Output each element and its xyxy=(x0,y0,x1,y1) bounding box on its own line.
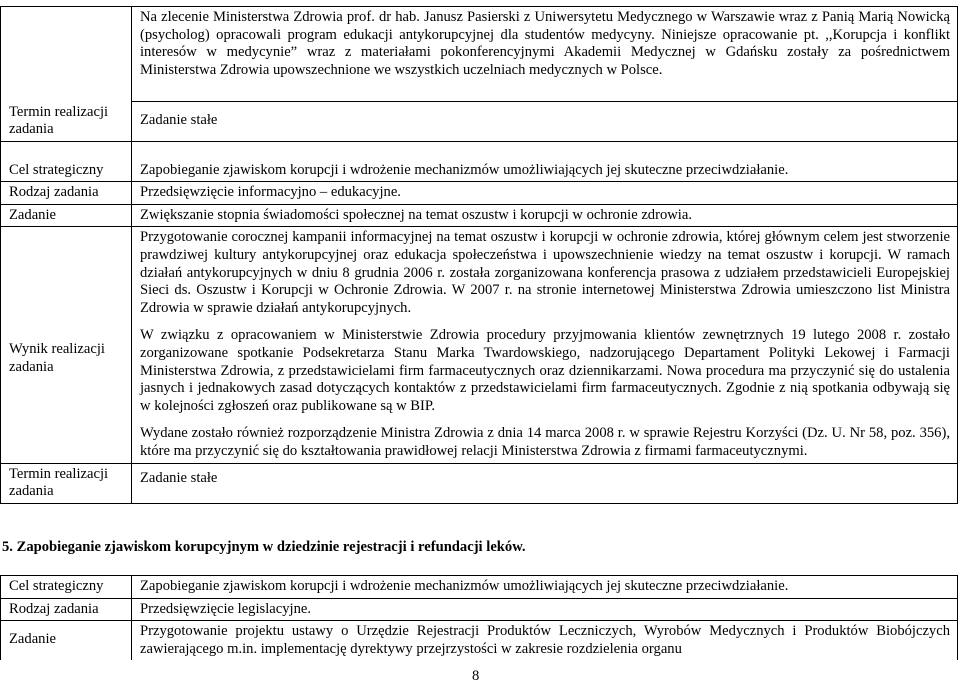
zadanie-label: Zadanie xyxy=(1,621,132,661)
table-row xyxy=(1,141,958,182)
table-row xyxy=(1,576,958,599)
termin2-label: Termin realizacji zadania xyxy=(1,463,132,503)
table-row xyxy=(1,102,958,142)
cel-label: Cel strategiczny xyxy=(1,141,132,182)
table-row xyxy=(1,227,958,463)
termin-label: Termin realizacji zadania xyxy=(1,102,132,142)
rodzaj-value: Przedsięwzięcie legislacyjne. xyxy=(132,598,958,621)
page-number: 8 xyxy=(472,668,480,684)
cel-label: Cel strategiczny xyxy=(1,576,132,599)
rodzaj-label: Rodzaj zadania xyxy=(1,182,132,205)
task-table-5 xyxy=(0,575,958,660)
intro-text: Na zlecenie Ministerstwa Zdrowia prof. dr hab. Janusz Pasierski z Uniwersytetu Medycznego w Warszawie wraz z Panią Marią Nowicką (psycholog) opracowali program edukacji antykorupcyjnej dla studentów medycyny. Niniejsze opracowanie pt. ,,Korupcja i konflikt interesów w medycynie” wraz z materiałami pokonferencyjnymi Akademii Medycznej w Gdańsku zostały za pośrednictwem Ministerstwa Zdrowia upowszechnione we wszystkich uczelniach medycznych w Polsce. xyxy=(132,7,958,102)
table-row xyxy=(1,204,958,227)
section-heading: 5. Zapobieganie zjawiskom korupcyjnym w dziedzinie rejestracji i refundacji leków. xyxy=(2,539,526,555)
task-table-4 xyxy=(0,6,958,504)
termin-value: Zadanie stałe xyxy=(132,102,958,142)
table-row xyxy=(1,182,958,205)
table-row xyxy=(1,598,958,621)
wynik-paragraph-1: Przygotowanie corocznej kampanii informacyjnej na temat oszustw i korupcji w ochronie zdrowia, której głównym celem jest stworzenie prawdziwej kultury antykorupcyjnej oraz edukacja społeczeństwa i upowszechnienie wiedzy na temat oszustw i korupcji. W ramach działań antykorupcyjnych w dniu 8 grudnia 2006 r. została zorganizowana konferencja prasowa z udziałem przedstawicieli Europejskiej Sieci ds. Oszustw i Korupcji w Ochronie Zdrowia. W 2007 r. na stronie internetowej Ministerstwa Zdrowia umieszczono list Ministra Zdrowia w sprawie działań antykorupcyjnych. xyxy=(140,229,950,316)
wynik-value xyxy=(132,227,958,463)
label-cell-empty xyxy=(1,7,132,102)
wynik-label-text: Wynik realizacji zadania xyxy=(9,341,105,376)
table-row xyxy=(1,7,958,102)
zadanie-label: Zadanie xyxy=(1,204,132,227)
termin2-value: Zadanie stałe xyxy=(132,463,958,503)
zadanie-value: Przygotowanie projektu ustawy o Urzędzie Rejestracji Produktów Leczniczych, Wyrobów Medycznych i Produktów Biobójczych zawierającego m.in. implementację dyrektywy przejrzystości w zakresie rozdzielenia organu xyxy=(132,621,958,661)
table-row xyxy=(1,621,958,661)
wynik-paragraph-3: Wydane zostało również rozporządzenie Ministra Zdrowia z dnia 14 marca 2008 r. w sprawie Rejestru Korzyści (Dz. U. Nr 58, poz. 356), które ma przyczynić się do kształtowania prawidłowej relacji Ministerstwa Zdrowia z firmami farmaceutycznymi. xyxy=(140,425,950,459)
rodzaj-label: Rodzaj zadania xyxy=(1,598,132,621)
rodzaj-value: Przedsięwzięcie informacyjno – edukacyjne. xyxy=(132,182,958,205)
zadanie-value: Zwiększanie stopnia świadomości społecznej na temat oszustw i korupcji w ochronie zdrowia. xyxy=(132,204,958,227)
wynik-paragraph-2: W związku z opracowaniem w Ministerstwie Zdrowia procedury przyjmowania klientów zewnętrznych 19 lutego 2008 r. zostało zorganizowane spotkanie Podsekretarza Stanu Marka Twardowskiego, nadzorującego Departament Polityki Lekowej i Farmacji Ministerstwa Zdrowia, z przedstawicielami firm farmaceutycznych oraz dziennikarzami. Nowa procedura ma przyczynić się do ustalenia jasnych i jednakowych zasad dotyczących kontaktów z przedstawicielami firm farmaceutycznych. Zgodnie z nią spotkania odbywają się w kolejności zgłoszeń oraz publikowane są w BIP. xyxy=(140,327,950,414)
table-row xyxy=(1,463,958,503)
cel-value: Zapobieganie zjawiskom korupcji i wdrożenie mechanizmów umożliwiających jej skuteczne przeciwdziałanie. xyxy=(132,141,958,182)
cel-value: Zapobieganie zjawiskom korupcji i wdrożenie mechanizmów umożliwiających jej skuteczne przeciwdziałanie. xyxy=(132,576,958,599)
wynik-label xyxy=(1,227,132,463)
